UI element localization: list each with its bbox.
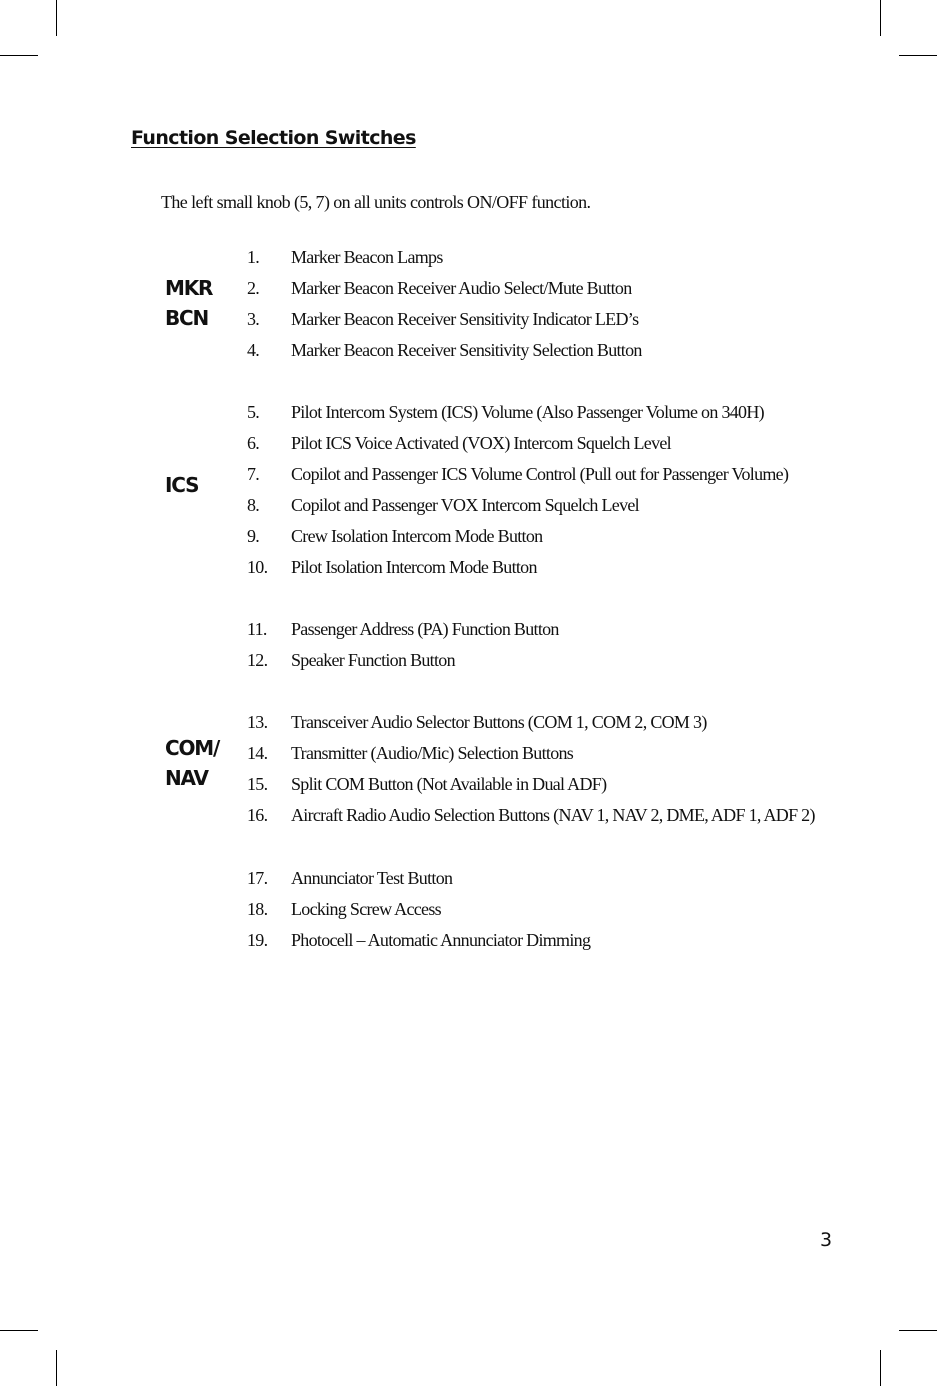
item-text: Speaker Function Button [291,650,455,670]
crop-mark [880,0,881,36]
item-number: 19. [247,930,268,950]
group-label-line: NAV [165,766,208,790]
group-label-line: COM/ [165,736,220,760]
item-text: Aircraft Radio Audio Selection Buttons (NAV 1, NAV 2, DME, ADF 1, ADF 2) [291,805,815,825]
item-text: Annunciator Test Button [291,868,453,888]
item-text: Transceiver Audio Selector Buttons (COM 1, COM 2, COM 3) [291,712,707,732]
crop-mark [899,1330,937,1331]
group-label-line: ICS [165,473,199,497]
item-number: 18. [247,899,268,919]
item-text: Copilot and Passenger VOX Intercom Squelch Level [291,495,639,515]
item-number: 15. [247,774,268,794]
item-number: 5. [247,402,260,422]
intro-paragraph: The left small knob (5, 7) on all units controls ON/OFF function. [161,192,591,212]
page-number: 3 [820,1229,833,1251]
item-number: 16. [247,805,268,825]
item-text: Transmitter (Audio/Mic) Selection Buttons [291,743,574,763]
group-label-com-nav [165,733,219,793]
crop-mark [899,55,937,56]
item-text: Crew Isolation Intercom Mode Button [291,526,543,546]
item-number: 1. [247,247,260,267]
item-text: Pilot Isolation Intercom Mode Button [291,557,537,577]
item-text: Marker Beacon Receiver Sensitivity Selection Button [291,340,642,360]
item-number: 9. [247,526,260,546]
item-number: 7. [247,464,260,484]
group-label-ics [165,470,198,500]
item-number: 2. [247,278,260,298]
item-text: Marker Beacon Lamps [291,247,443,267]
item-text: Locking Screw Access [291,899,441,919]
item-number: 4. [247,340,260,360]
crop-mark [56,0,57,36]
item-text: Pilot Intercom System (ICS) Volume (Also Passenger Volume on 340H) [291,402,764,422]
item-text: Copilot and Passenger ICS Volume Control (Pull out for Passenger Volume) [291,464,789,484]
item-number: 13. [247,712,268,732]
group-label-mkr-bcn [165,273,212,333]
crop-mark [0,1330,38,1331]
item-number: 6. [247,433,260,453]
item-number: 14. [247,743,268,763]
crop-mark [56,1350,57,1386]
item-number: 8. [247,495,260,515]
crop-mark [880,1350,881,1386]
item-number: 11. [247,619,267,639]
item-text: Split COM Button (Not Available in Dual ADF) [291,774,607,794]
item-text: Photocell – Automatic Annunciator Dimming [291,930,591,950]
group-label-line: BCN [165,306,209,330]
crop-mark [0,55,38,56]
item-text: Marker Beacon Receiver Audio Select/Mute Button [291,278,632,298]
item-number: 3. [247,309,260,329]
group-label-line: MKR [165,276,213,300]
item-text: Marker Beacon Receiver Sensitivity Indicator LED’s [291,309,639,329]
item-number: 12. [247,650,268,670]
item-number: 17. [247,868,268,888]
item-text: Pilot ICS Voice Activated (VOX) Intercom Squelch Level [291,433,671,453]
item-number: 10. [247,557,268,577]
item-text: Passenger Address (PA) Function Button [291,619,559,639]
page-title: Function Selection Switches [131,127,416,149]
